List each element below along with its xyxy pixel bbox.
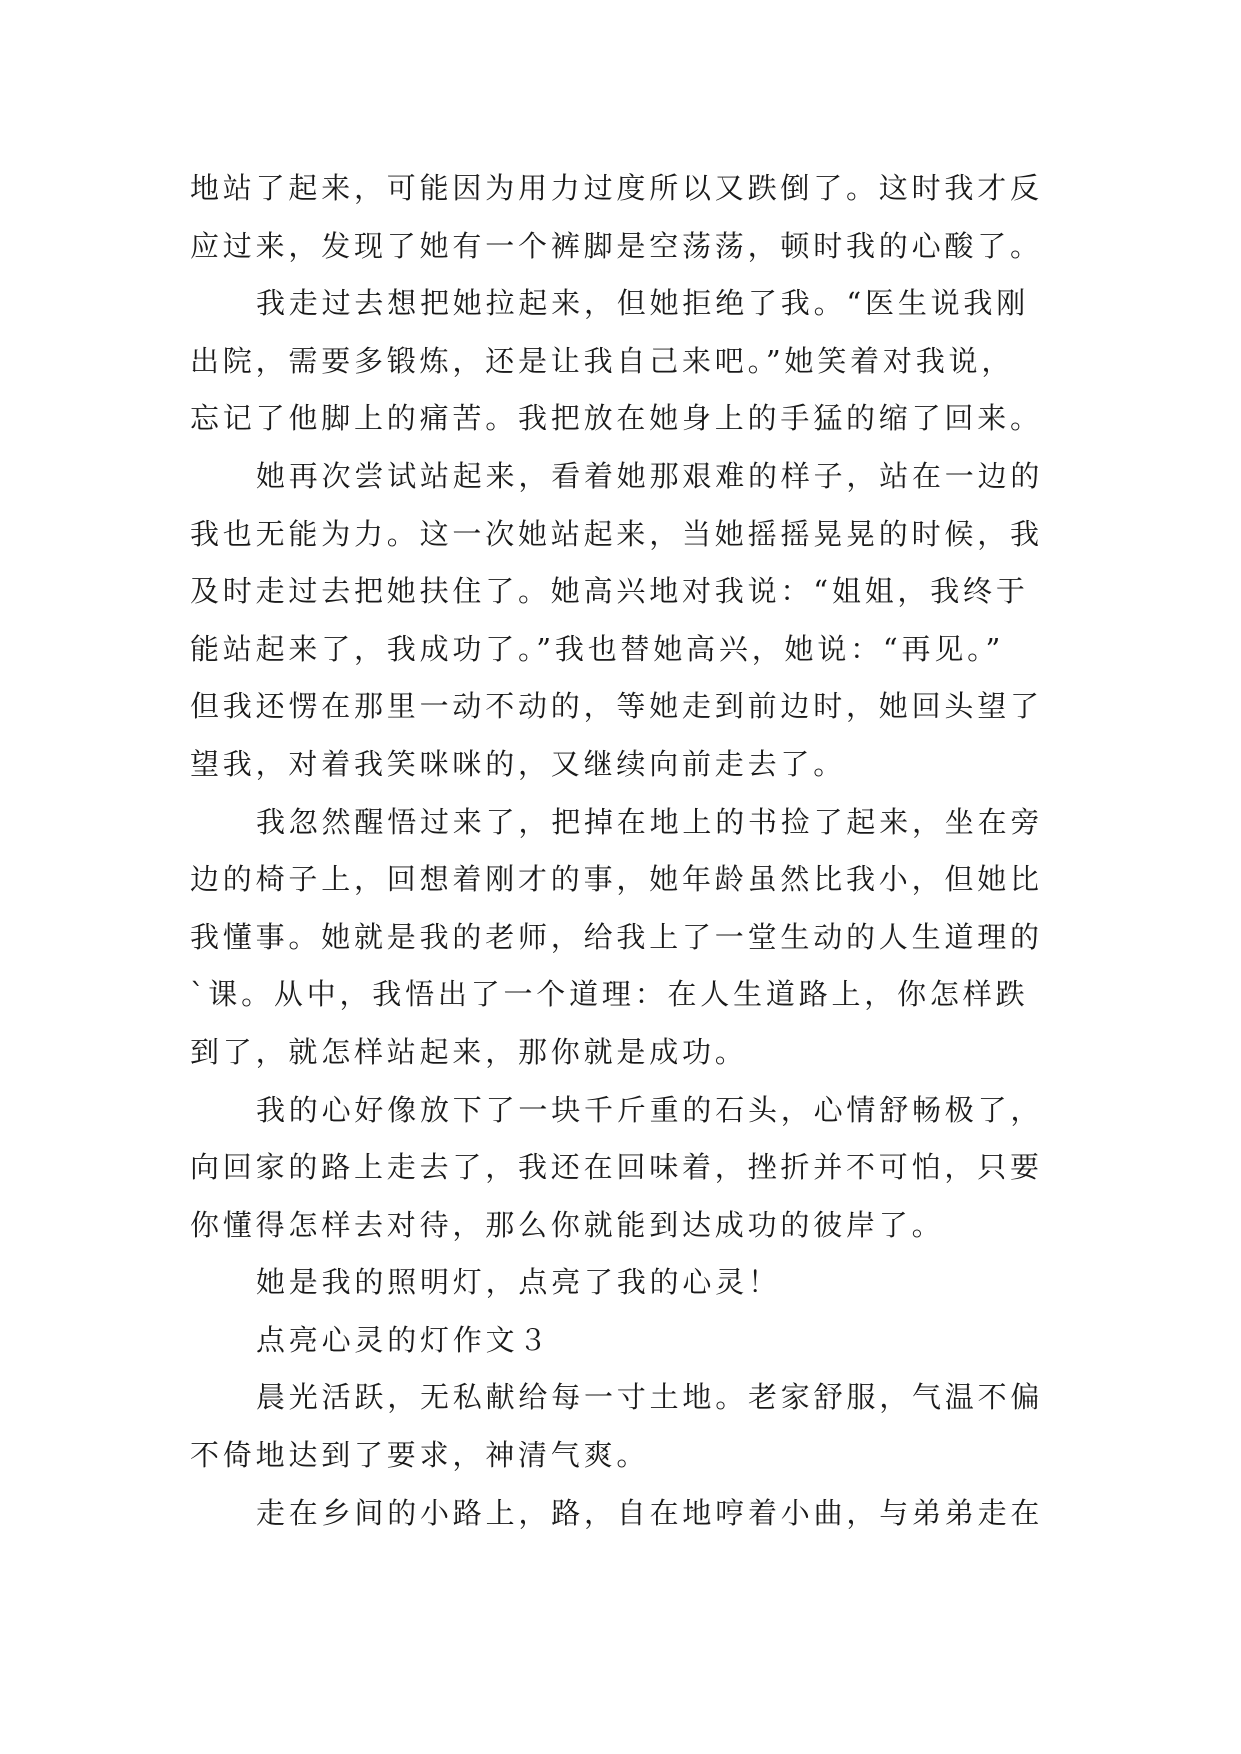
text-line-19: 你懂得怎样去对待，那么你就能到达成功的彼岸了。 xyxy=(190,1207,945,1242)
text-line-16: 到了，就怎样站起来，那你就是成功。 xyxy=(190,1034,748,1069)
text-line-22: 晨光活跃，无私献给每一寸土地。老家舒服，气温不偏 xyxy=(256,1380,1044,1415)
text-line-3: 我走过去想把她拉起来，但她拒绝了我。“医生说我刚 xyxy=(256,286,1030,321)
document-body xyxy=(190,160,1060,1542)
text-line-20: 她是我的照明灯，点亮了我的心灵！ xyxy=(256,1265,781,1300)
text-line-12: 我忽然醒悟过来了，把掉在地上的书捡了起来，坐在旁 xyxy=(256,804,1044,839)
text-line-1: 地站了起来，可能因为用力过度所以又跌倒了。这时我才反 xyxy=(190,171,1043,205)
text-line-9: 能站起来了，我成功了。”我也替她高兴，她说：“再见。” xyxy=(190,631,1005,666)
text-line-4: 出院，需要多锻炼，还是让我自己来吧。”她笑着对我说， xyxy=(190,343,1015,378)
text-line-8: 及时走过去把她扶住了。她高兴地对我说：“姐姐，我终于 xyxy=(190,574,1029,609)
text-line-14: 我懂事。她就是我的老师，给我上了一堂生动的人生道理的 xyxy=(190,919,1043,954)
text-line-18: 向回家的路上走去了，我还在回味着，挫折并不可怕，只要 xyxy=(190,1150,1043,1185)
text-line-7: 我也无能为力。这一次她站起来，当她摇摇晃晃的时候，我 xyxy=(190,516,1043,551)
text-line-24: 走在乡间的小路上，路，自在地哼着小曲，与弟弟走在 xyxy=(256,1495,1044,1530)
section-heading: 点亮心灵的灯作文３ xyxy=(256,1322,552,1357)
text-line-17: 我的心好像放下了一块千斤重的石头，心情舒畅极了， xyxy=(256,1092,1044,1127)
text-line-2: 应过来，发现了她有一个裤脚是空荡荡，顿时我的心酸了。 xyxy=(190,228,1043,263)
text-line-15: `课。从中，我悟出了一个道理：在人生道路上，你怎样跌 xyxy=(190,977,1029,1012)
text-line-5: 忘记了他脚上的痛苦。我把放在她身上的手猛的缩了回来。 xyxy=(190,401,1043,436)
text-line-13: 边的椅子上，回想着刚才的事，她年龄虽然比我小，但她比 xyxy=(190,862,1043,897)
text-line-23: 不倚地达到了要求，神清气爽。 xyxy=(190,1438,650,1473)
text-line-11: 望我，对着我笑咪咪的，又继续向前走去了。 xyxy=(190,746,847,781)
text-line-6: 她再次尝试站起来，看着她那艰难的样子，站在一边的 xyxy=(256,458,1044,493)
text-line-10: 但我还愣在那里一动不动的，等她走到前边时，她回头望了 xyxy=(190,689,1043,724)
